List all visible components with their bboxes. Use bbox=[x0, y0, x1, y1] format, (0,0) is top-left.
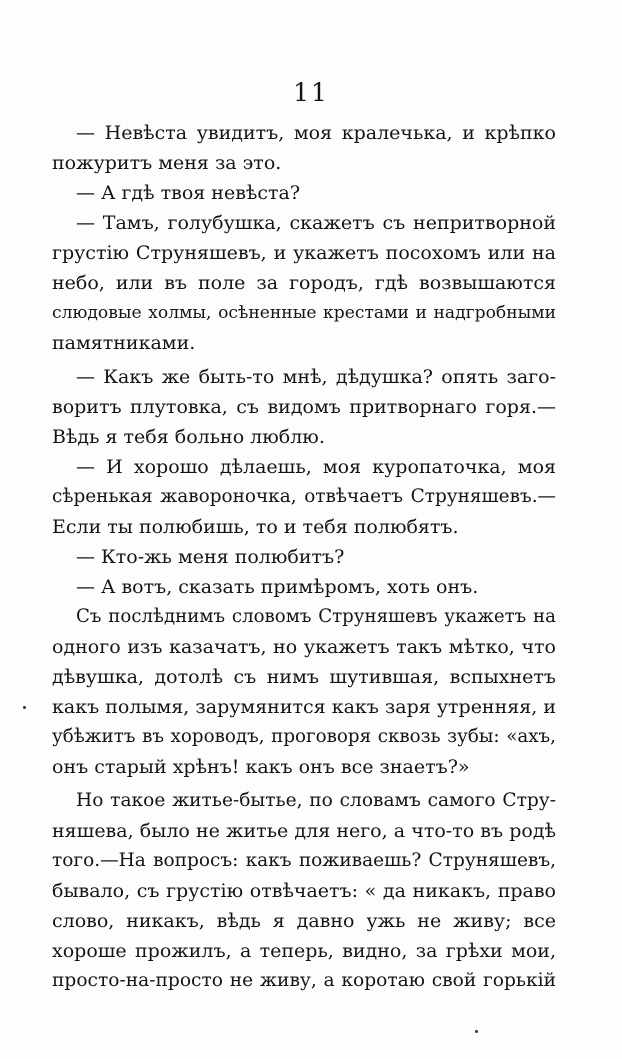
text-line: сѣренькая жавороночка, отвѣчаетъ Струняшевъ.— bbox=[52, 486, 556, 507]
text-line: слюдовые холмы, осѣненные крестами и надгробными bbox=[52, 303, 556, 323]
text-line: хороше прожилъ, а теперь, видно, за грѣхи мои, bbox=[52, 940, 556, 962]
text-line: — А гдѣ твоя невѣста? bbox=[76, 182, 301, 204]
text-line: небо, или въ поле за городъ, гдѣ возвышаются bbox=[52, 272, 556, 294]
text-line: няшева, было не житье для него, а что-то въ родѣ bbox=[52, 820, 556, 842]
text-line: — И хорошо дѣлаешь, моя куропаточка, моя bbox=[76, 456, 556, 478]
text-line: Съ послѣднимъ словомъ Струняшевъ укажетъ на bbox=[76, 606, 556, 627]
print-speck bbox=[475, 1030, 478, 1033]
text-line: грустію Струняшевъ, и укажетъ посохомъ или на bbox=[52, 242, 556, 264]
page-number: 11 bbox=[293, 78, 329, 107]
text-line: — Кто-жь меня полюбитъ? bbox=[76, 546, 345, 568]
text-line: какъ полымя, зарумянится какъ заря утренняя, и bbox=[52, 696, 556, 718]
print-speck bbox=[23, 706, 26, 709]
text-line: того.—На вопросъ: какъ поживаешь? Струняшевъ, bbox=[52, 850, 556, 871]
text-line: пожуритъ меня за это. bbox=[52, 152, 282, 174]
text-line: бывало, съ грустію отвѣчаетъ: « да никакъ, право bbox=[52, 880, 556, 902]
text-line: Если ты полюбишь, то и тебя полюбятъ. bbox=[52, 516, 459, 538]
text-line: просто-на-просто не живу, а коротаю свой горькій bbox=[52, 970, 556, 991]
text-line: одного изъ казачатъ, но укажетъ такъ мѣтко, что bbox=[52, 636, 556, 658]
text-line: Но такое житье-бытье, по словамъ самого Стру- bbox=[76, 790, 556, 811]
text-line: памятниками. bbox=[52, 332, 196, 354]
text-line: Вѣдь я тебя больно люблю. bbox=[52, 426, 325, 448]
text-line: — Тамъ, голубушка, скажетъ съ непритворной bbox=[76, 212, 556, 234]
text-line: убѣжитъ въ хороводъ, проговоря сквозь зубы: «ахъ, bbox=[52, 726, 556, 747]
text-line: онъ старый хрѣнъ! какъ онъ все знаетъ?» bbox=[52, 756, 470, 778]
text-line: слово, никакъ, вѣдь я давно ужь не живу; все bbox=[52, 910, 556, 932]
text-line: воритъ плутовка, съ видомъ притворнаго горя.— bbox=[52, 396, 556, 418]
text-line: — А вотъ, сказать примѣромъ, хоть онъ. bbox=[76, 576, 479, 598]
text-line: дѣвушка, дотолѣ съ нимъ шутившая, вспыхнетъ bbox=[52, 666, 556, 688]
text-line: — Какъ же быть-то мнѣ, дѣдушка? опять заго- bbox=[76, 366, 556, 388]
text-line: — Невѣста увидитъ, моя кралечька, и крѣпко bbox=[76, 122, 556, 144]
